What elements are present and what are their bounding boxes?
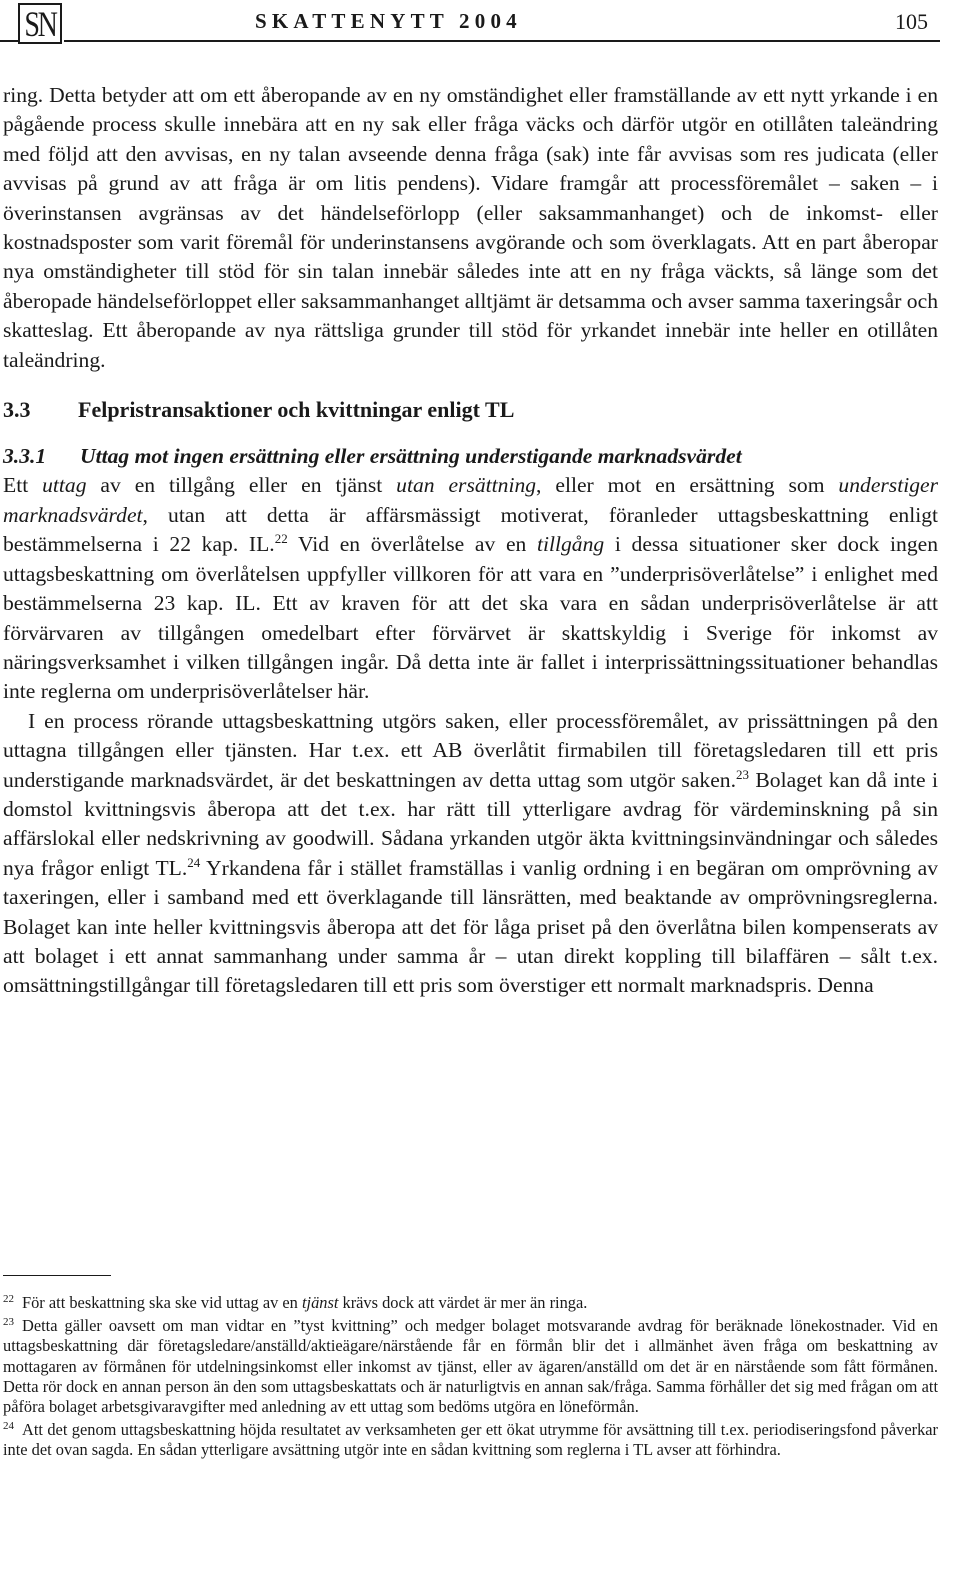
paragraph bbox=[3, 707, 938, 1001]
section-title: Felpristransaktioner och kvittningar enligt TL bbox=[78, 397, 515, 423]
text-run: Att det genom uttagsbeskattning höjda resultatet av verksamheten ger ett ökat utrymme för avsättning till t.ex. periodiseringsfond påverkar inte det ovan sagda. En sådan ytterligare avsättning utgör inte en sådan kvittning som reglerna i TL avser att förhindra. bbox=[3, 1420, 938, 1460]
footnotes bbox=[3, 1293, 938, 1464]
page-number: 105 bbox=[895, 9, 928, 34]
text-run: av en tillgång eller en tjänst bbox=[86, 473, 397, 498]
emphasis: tillgång bbox=[537, 532, 605, 557]
text-run: Vid en överlåtelse av en bbox=[287, 532, 538, 557]
footnote-ref[interactable]: 23 bbox=[735, 766, 749, 782]
footnote bbox=[3, 1420, 938, 1460]
paragraph bbox=[3, 471, 938, 706]
body-text bbox=[3, 81, 938, 1001]
text-run: , utan att detta är affärsmässigt motiverat, föranleder uttagsbeskattning enligt bestämmelserna i 22 kap. IL. bbox=[3, 502, 938, 557]
subsection-heading bbox=[3, 442, 938, 471]
emphasis: tjänst bbox=[301, 1293, 339, 1312]
text-run: Ett bbox=[3, 473, 43, 498]
page-header bbox=[0, 0, 960, 60]
footnote-ref[interactable]: 22 bbox=[274, 531, 288, 547]
footnote-mark: 22 bbox=[3, 1293, 14, 1305]
header-rule bbox=[0, 40, 18, 42]
text-run: För att beskattning ska ske vid uttag av en bbox=[22, 1293, 302, 1312]
emphasis: understiger marknadsvärdet bbox=[3, 473, 938, 527]
header-rule bbox=[64, 40, 940, 42]
footnote bbox=[3, 1293, 938, 1313]
emphasis: uttag bbox=[42, 473, 87, 498]
text-run: Yrkandena får i stället framställas i vanlig ordning i en begäran om omprövning av taxeringen, eller i samband med ett överklagande till länsrätten, med beaktande av omprövningsreglerna. Bolaget kan inte heller kvittningsvis åberopa att det för låga priset på den överlåtna bilen kompenserats av att bolaget i ett annat sammanhang under samma år – utan direkt koppling till bilaffären – sålt t.ex. omsättningstillgångar till företagsledaren till ett pris som överstiger ett normalt marknadspris. Denna bbox=[3, 855, 938, 998]
subsection-number: 3.3.1 bbox=[3, 444, 47, 469]
footnote bbox=[3, 1316, 938, 1417]
text-run: krävs dock att värdet är mer än ringa. bbox=[338, 1293, 588, 1312]
paragraph: ring. Detta betyder att om ett åberopande av en ny omständighet eller framställande av ett nytt yrkande i en pågående process skulle innebära att en ny sak eller fråga väcks och därför utgör en otillåten taleändring med följd att den avvisas, en ny talan avseende denna fråga (sak) inte får avvisas som res judicata (eller avvisas på grund av att fråga är om litis pendens). Vidare framgår att processföremålet – saken – i överinstansen avgränsas av det händelseförlopp (eller saksammanhanget) och de inkomst- eller kostnadsposter som varit föremål för underinstansens avgörande och som överklagats. Att en part åberopar nya omständigheter till stöd för sin talan innebär således inte att en ny fråga väckts, så länge som det åberopade händelseförloppet eller saksammanhanget alltjämt är detsamma och avser samma taxeringsår och skatteslag. Ett åberopande av nya rättsliga grunder till stöd för yrkandet innebär inte heller en otillåten taleändring. bbox=[3, 83, 938, 372]
journal-logo bbox=[18, 3, 62, 44]
text-run: i dessa situationer sker dock ingen uttagsbeskattning om överlåtelsen uppfyller villkoren för att vara en ”underprisöverlåtelse” i enlighet med bestämmelserna 23 kap. IL. Ett av kraven för att det ska vara en sådan underprisöverlåtelse är att förvärvaren av tillgången omedelbart efter förvärvet är skattskyldig i Sverige för inkomst av näringsverksamhet i vilken tillgången ingår. Då detta inte är fallet i interprissättningssituationer behandlas inte reglerna om underprisöverlåtelser här. bbox=[3, 532, 938, 704]
logo-letters: SN bbox=[24, 3, 56, 44]
text-run: Detta gäller oavsett om man vidtar en ”tyst kvittning” och medger bolaget motsvarande avdrag för beräknade lönekostnader. Vid en uttagsbeskattning där företagsledare/anställd/aktieägare/närstående får en förmån blir det i allmänhet även fråga om beskattning av mottagaren av förmånen för utdelningsinkomst eller inkomst av tjänst, eller av ägaren/anställd om det är en närstående som fått förmånen. Detta rör dock en annan person än den som uttagsbeskattats och är naturligtvis en annan sak/fråga. Samma förhåller det sig med frågan om att påföra bolaget arbetsgivaravgifter med anledning av ett uttag som bedöms utgöra en löneförmån. bbox=[3, 1316, 938, 1417]
footnote-ref[interactable]: 24 bbox=[187, 854, 201, 870]
text-run: , eller mot en ersättning som bbox=[536, 473, 839, 498]
footnote-mark: 23 bbox=[3, 1316, 14, 1329]
emphasis: utan ersättning bbox=[396, 473, 537, 498]
running-title: SKATTENYTT 2004 bbox=[255, 9, 522, 33]
section-number: 3.3 bbox=[3, 397, 31, 423]
section-heading bbox=[3, 395, 938, 424]
footnote-mark: 24 bbox=[3, 1420, 14, 1433]
subsection-title: Uttag mot ingen ersättning eller ersättning understigande marknadsvärdet bbox=[80, 444, 742, 469]
text-run: I en process rörande uttagsbeskattning utgörs saken, eller processföremålet, av prissättningen på den uttagna tillgången eller tjänsten. Har t.ex. ett AB överlåtit firmabilen till företagsledaren till ett pris understigande marknadsvärdet, är det beskattningen av detta uttag som utgör saken. bbox=[3, 708, 938, 792]
footnote-rule bbox=[3, 1275, 111, 1276]
text-run: Bolaget kan då inte i domstol kvittningsvis åberopa att det t.ex. har rätt till ytterligare avdrag för värdeminskning på sin affärslokal eller nedskrivning av goodwill. Sådana yrkanden utgör äkta kvittningsinvändningar och således nya frågor enligt TL. bbox=[3, 767, 938, 880]
